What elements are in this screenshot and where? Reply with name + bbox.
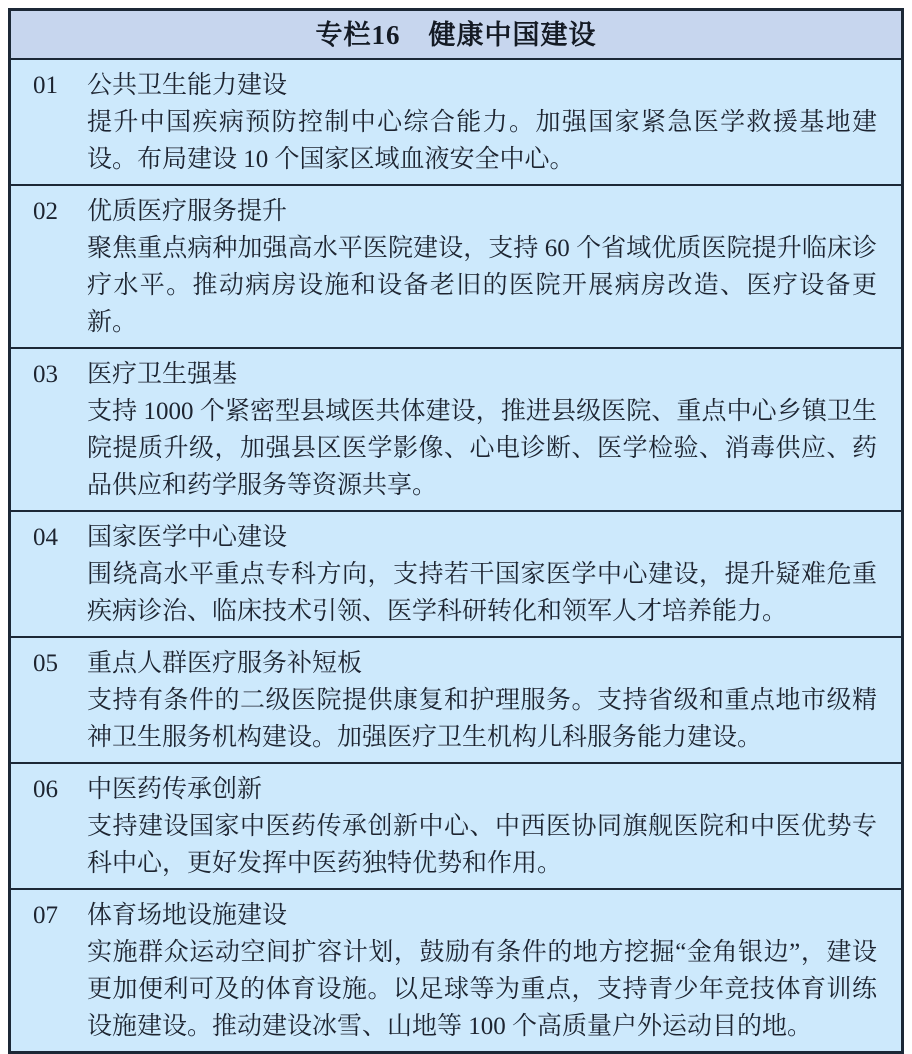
section-number: 05 <box>33 650 58 677</box>
section-heading: 重点人群医疗服务补短板 <box>87 650 363 677</box>
section-heading: 医疗卫生强基 <box>87 361 238 388</box>
section-content <box>87 67 877 178</box>
document-page <box>0 8 912 1040</box>
section-heading: 中医药传承创新 <box>87 776 263 803</box>
section-heading: 国家医学中心建设 <box>87 524 288 551</box>
section-body: 提升中国疾病预防控制中心综合能力。加强国家紧急医学救援基地建设。布局建设 10 个国家区域血液安全中心。 <box>87 109 877 173</box>
section-body: 支持 1000 个紧密型县域医共体建设，推进县级医院、重点中心乡镇卫生院提质升级，加强县区医学影像、心电诊断、医学检验、消毒供应、药品供应和药学服务等资源共享。 <box>87 398 877 499</box>
section-body: 支持有条件的二级医院提供康复和护理服务。支持省级和重点地市级精神卫生服务机构建设。加强医疗卫生机构儿科服务能力建设。 <box>87 687 877 751</box>
section-number: 06 <box>33 776 58 803</box>
panel-title: 专栏16 健康中国建设 <box>11 11 901 60</box>
column-panel <box>8 8 904 1054</box>
section-row <box>11 512 901 638</box>
section-row <box>11 60 901 186</box>
section-heading: 体育场地设施建设 <box>87 902 288 929</box>
section-number: 03 <box>33 361 58 388</box>
section-content <box>87 356 877 504</box>
section-row <box>11 638 901 764</box>
section-number: 01 <box>33 72 58 99</box>
section-number: 04 <box>33 524 58 551</box>
section-row <box>11 764 901 890</box>
section-content <box>87 771 877 882</box>
section-heading: 公共卫生能力建设 <box>87 72 288 99</box>
section-body: 实施群众运动空间扩容计划，鼓励有条件的地方挖掘“金角银边”，建设更加便利可及的体育设施。以足球等为重点，支持青少年竞技体育训练设施建设。推动建设冰雪、山地等 100 个高质量户外运动目的地。 <box>87 939 877 1040</box>
section-content <box>87 645 877 756</box>
section-row <box>11 186 901 349</box>
section-body: 聚焦重点病种加强高水平医院建设，支持 60 个省域优质医院提升临床诊疗水平。推动病房设施和设备老旧的医院开展病房改造、医疗设备更新。 <box>87 235 877 336</box>
section-number: 07 <box>33 902 58 929</box>
section-body: 围绕高水平重点专科方向，支持若干国家医学中心建设，提升疑难危重疾病诊治、临床技术引领、医学科研转化和领军人才培养能力。 <box>87 561 877 625</box>
section-row <box>11 890 901 1051</box>
section-content <box>87 193 877 341</box>
section-row <box>11 349 901 512</box>
section-content <box>87 519 877 630</box>
section-content <box>87 897 877 1045</box>
section-body: 支持建设国家中医药传承创新中心、中西医协同旗舰医院和中医优势专科中心，更好发挥中医药独特优势和作用。 <box>87 813 877 877</box>
section-heading: 优质医疗服务提升 <box>87 198 288 225</box>
section-number: 02 <box>33 198 58 225</box>
